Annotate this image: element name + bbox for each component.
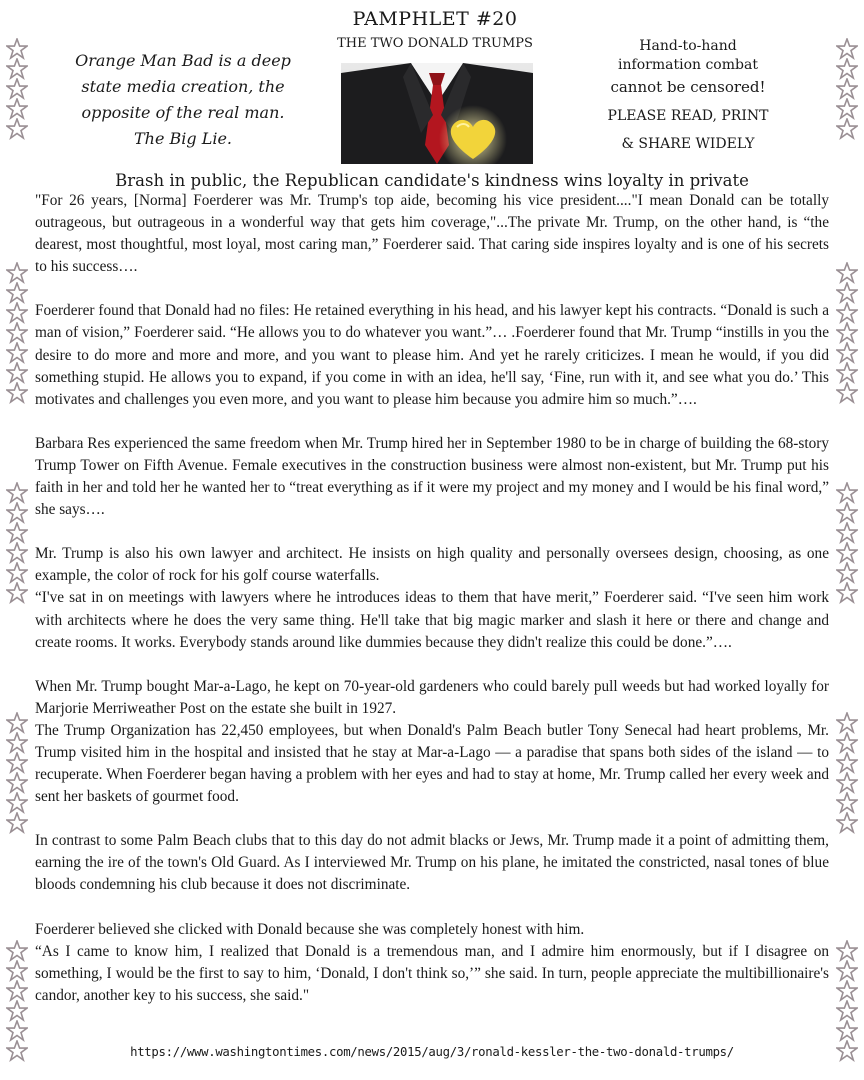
article-paragraph: “I've sat in on meetings with lawyers where he introduces ideas to them that have merit,” Foerderer said. “I've seen him work with architects where he does the very same thing. He'll take that big magic marker and slash it here or there and change and create rooms. It works. Everybody stands around like dummies because they didn't realize this could be done.”…. xyxy=(35,589,829,651)
pamphlet-subtitle: THE TWO DONALD TRUMPS xyxy=(337,36,533,51)
star-icon xyxy=(836,58,858,80)
article-paragraph: Mr. Trump is also his own lawyer and architect. He insists on high quality and personally oversees design, choosing, as one example, the color of rock for his golf course waterfalls. xyxy=(35,545,829,585)
star-icon xyxy=(6,732,28,754)
star-icon xyxy=(6,262,28,284)
suit-heart-photo xyxy=(341,63,533,164)
star-icon xyxy=(6,812,28,834)
star-icon xyxy=(6,712,28,734)
star-icon xyxy=(6,940,28,962)
star-icon xyxy=(836,752,858,774)
left-blurb-line: state media creation, the xyxy=(81,77,285,96)
right-blurb-line: information combat xyxy=(618,57,758,73)
star-icon xyxy=(836,980,858,1002)
star-icon xyxy=(836,582,858,604)
star-icon xyxy=(836,1000,858,1022)
star-icon xyxy=(836,282,858,304)
star-icon xyxy=(836,712,858,734)
article-paragraph: Foerderer found that Donald had no files: He retained everything in his head, and his lawyer kept his contracts. “Donald is such a man of vision,” Foerderer said. “He allows you to do whatever you want.”… .Foerderer found that Mr. Trump “instills in you the desire to do more and more and more, and you want to please him. And yet he rarely criticizes. I mean he would, if you did something stupid. He allows you to expand, if you come in with an idea, he'll say, ‘Fine, run with it, and see what you do.’ This motivates and challenges you even more, and you want to please him because you admire him so much.”…. xyxy=(35,302,829,408)
article-paragraph: Barbara Res experienced the same freedom when Mr. Trump hired her in September 1980 to be in charge of building the 68-story Trump Tower on Fifth Avenue. Female executives in the construction business were almost non-existent, but Mr. Trump put his faith in her and told her he wanted her to “treat everything as if it were my project and my money and I would be his final word,” she says…. xyxy=(35,434,829,519)
star-icon xyxy=(6,980,28,1002)
article-body xyxy=(35,190,829,1007)
left-blurb xyxy=(52,48,314,152)
star-icon xyxy=(836,792,858,814)
left-blurb-line: The Big Lie. xyxy=(133,129,233,148)
left-star-column xyxy=(6,0,28,1080)
star-icon xyxy=(836,812,858,834)
star-icon xyxy=(836,732,858,754)
right-blurb-line: PLEASE READ, PRINT xyxy=(607,108,769,124)
article-paragraph: “As I came to know him, I realized that Donald is a tremendous man, and I admire him enormously, but if I disagree on something, I would be the first to say to him, ‘Donald, I don't think so,’” she said. In turn, people appreciate the multibillionaire's candor, another key to his success, she said." xyxy=(35,942,829,1004)
star-icon xyxy=(836,382,858,404)
star-icon xyxy=(836,1020,858,1042)
star-icon xyxy=(6,1000,28,1022)
star-icon xyxy=(836,772,858,794)
star-icon xyxy=(6,482,28,504)
star-icon xyxy=(6,98,28,120)
star-icon xyxy=(836,940,858,962)
article-paragraph: Foerderer believed she clicked with Donald because she was completely honest with him. xyxy=(35,920,585,938)
right-blurb-line: & SHARE WIDELY xyxy=(621,136,755,152)
star-icon xyxy=(6,772,28,794)
star-icon xyxy=(6,302,28,324)
article-paragraph: In contrast to some Palm Beach clubs that to this day do not admit blacks or Jews, Mr. Trump made it a point of admitting them, earning the ire of the town's Old Guard. As I interviewed Mr. Trump on his plane, he imitated the constricted, nasal tones of blue bloods condemning his club because it does not discriminate. xyxy=(35,832,829,894)
right-blurb xyxy=(586,34,790,157)
star-icon xyxy=(836,542,858,564)
star-icon xyxy=(6,752,28,774)
left-blurb-line: opposite of the real man. xyxy=(81,103,285,122)
star-icon xyxy=(836,38,858,60)
star-icon xyxy=(836,118,858,140)
star-icon xyxy=(6,382,28,404)
star-icon xyxy=(6,1040,28,1062)
star-icon xyxy=(836,302,858,324)
left-blurb-line: Orange Man Bad is a deep xyxy=(75,51,291,70)
star-icon xyxy=(6,522,28,544)
star-icon xyxy=(836,78,858,100)
right-blurb-line: Hand-to-hand xyxy=(639,38,737,54)
right-blurb-line: cannot be censored! xyxy=(610,78,766,96)
star-icon xyxy=(836,362,858,384)
star-icon xyxy=(836,562,858,584)
right-star-column xyxy=(836,0,858,1080)
star-icon xyxy=(6,562,28,584)
article-paragraph: "For 26 years, [Norma] Foerderer was Mr. Trump's top aide, becoming his vice president...."I mean Donald can be totally outrageous, but outrageous in a wonderful way that gets him coverage,"...The private Mr. Trump, on the other hand, is “the dearest, most thoughtful, most loyal, most caring man,” Foerderer said. That caring side inspires loyalty and is one of his secrets to his success…. xyxy=(35,192,829,276)
star-icon xyxy=(6,542,28,564)
star-icon xyxy=(6,1020,28,1042)
star-icon xyxy=(6,362,28,384)
star-icon xyxy=(6,960,28,982)
star-icon xyxy=(6,502,28,524)
star-icon xyxy=(6,322,28,344)
star-icon xyxy=(6,342,28,364)
star-icon xyxy=(836,1040,858,1062)
star-icon xyxy=(6,118,28,140)
pamphlet-title: PAMPHLET #20 xyxy=(352,8,518,30)
star-icon xyxy=(836,342,858,364)
source-url: https://www.washingtontimes.com/news/2015/aug/3/ronald-kessler-the-two-donald-trumps/ xyxy=(130,1045,734,1059)
star-icon xyxy=(836,262,858,284)
star-icon xyxy=(6,38,28,60)
headline: Brash in public, the Republican candidate's kindness wins loyalty in private xyxy=(115,171,749,190)
star-icon xyxy=(836,98,858,120)
star-icon xyxy=(836,482,858,504)
star-icon xyxy=(6,58,28,80)
article-paragraph: The Trump Organization has 22,450 employees, but when Donald's Palm Beach butler Tony Senecal had heart problems, Mr. Trump visited him in the hospital and insisted that he stay at Mar-a-Lago — a paradise that spans both sides of the island — to recuperate. When Foerderer began having a problem with her eyes and had to stay at home, Mr. Trump called her every week and sent her baskets of gourmet food. xyxy=(35,721,829,806)
star-icon xyxy=(836,502,858,524)
star-icon xyxy=(6,78,28,100)
star-icon xyxy=(836,322,858,344)
star-icon xyxy=(836,960,858,982)
star-icon xyxy=(836,522,858,544)
star-icon xyxy=(6,282,28,304)
star-icon xyxy=(6,792,28,814)
star-icon xyxy=(6,582,28,604)
article-paragraph: When Mr. Trump bought Mar-a-Lago, he kept on 70-year-old gardeners who could barely pull weeds but had worked loyally for Marjorie Merriweather Post on the estate she built in 1927. xyxy=(35,677,829,717)
